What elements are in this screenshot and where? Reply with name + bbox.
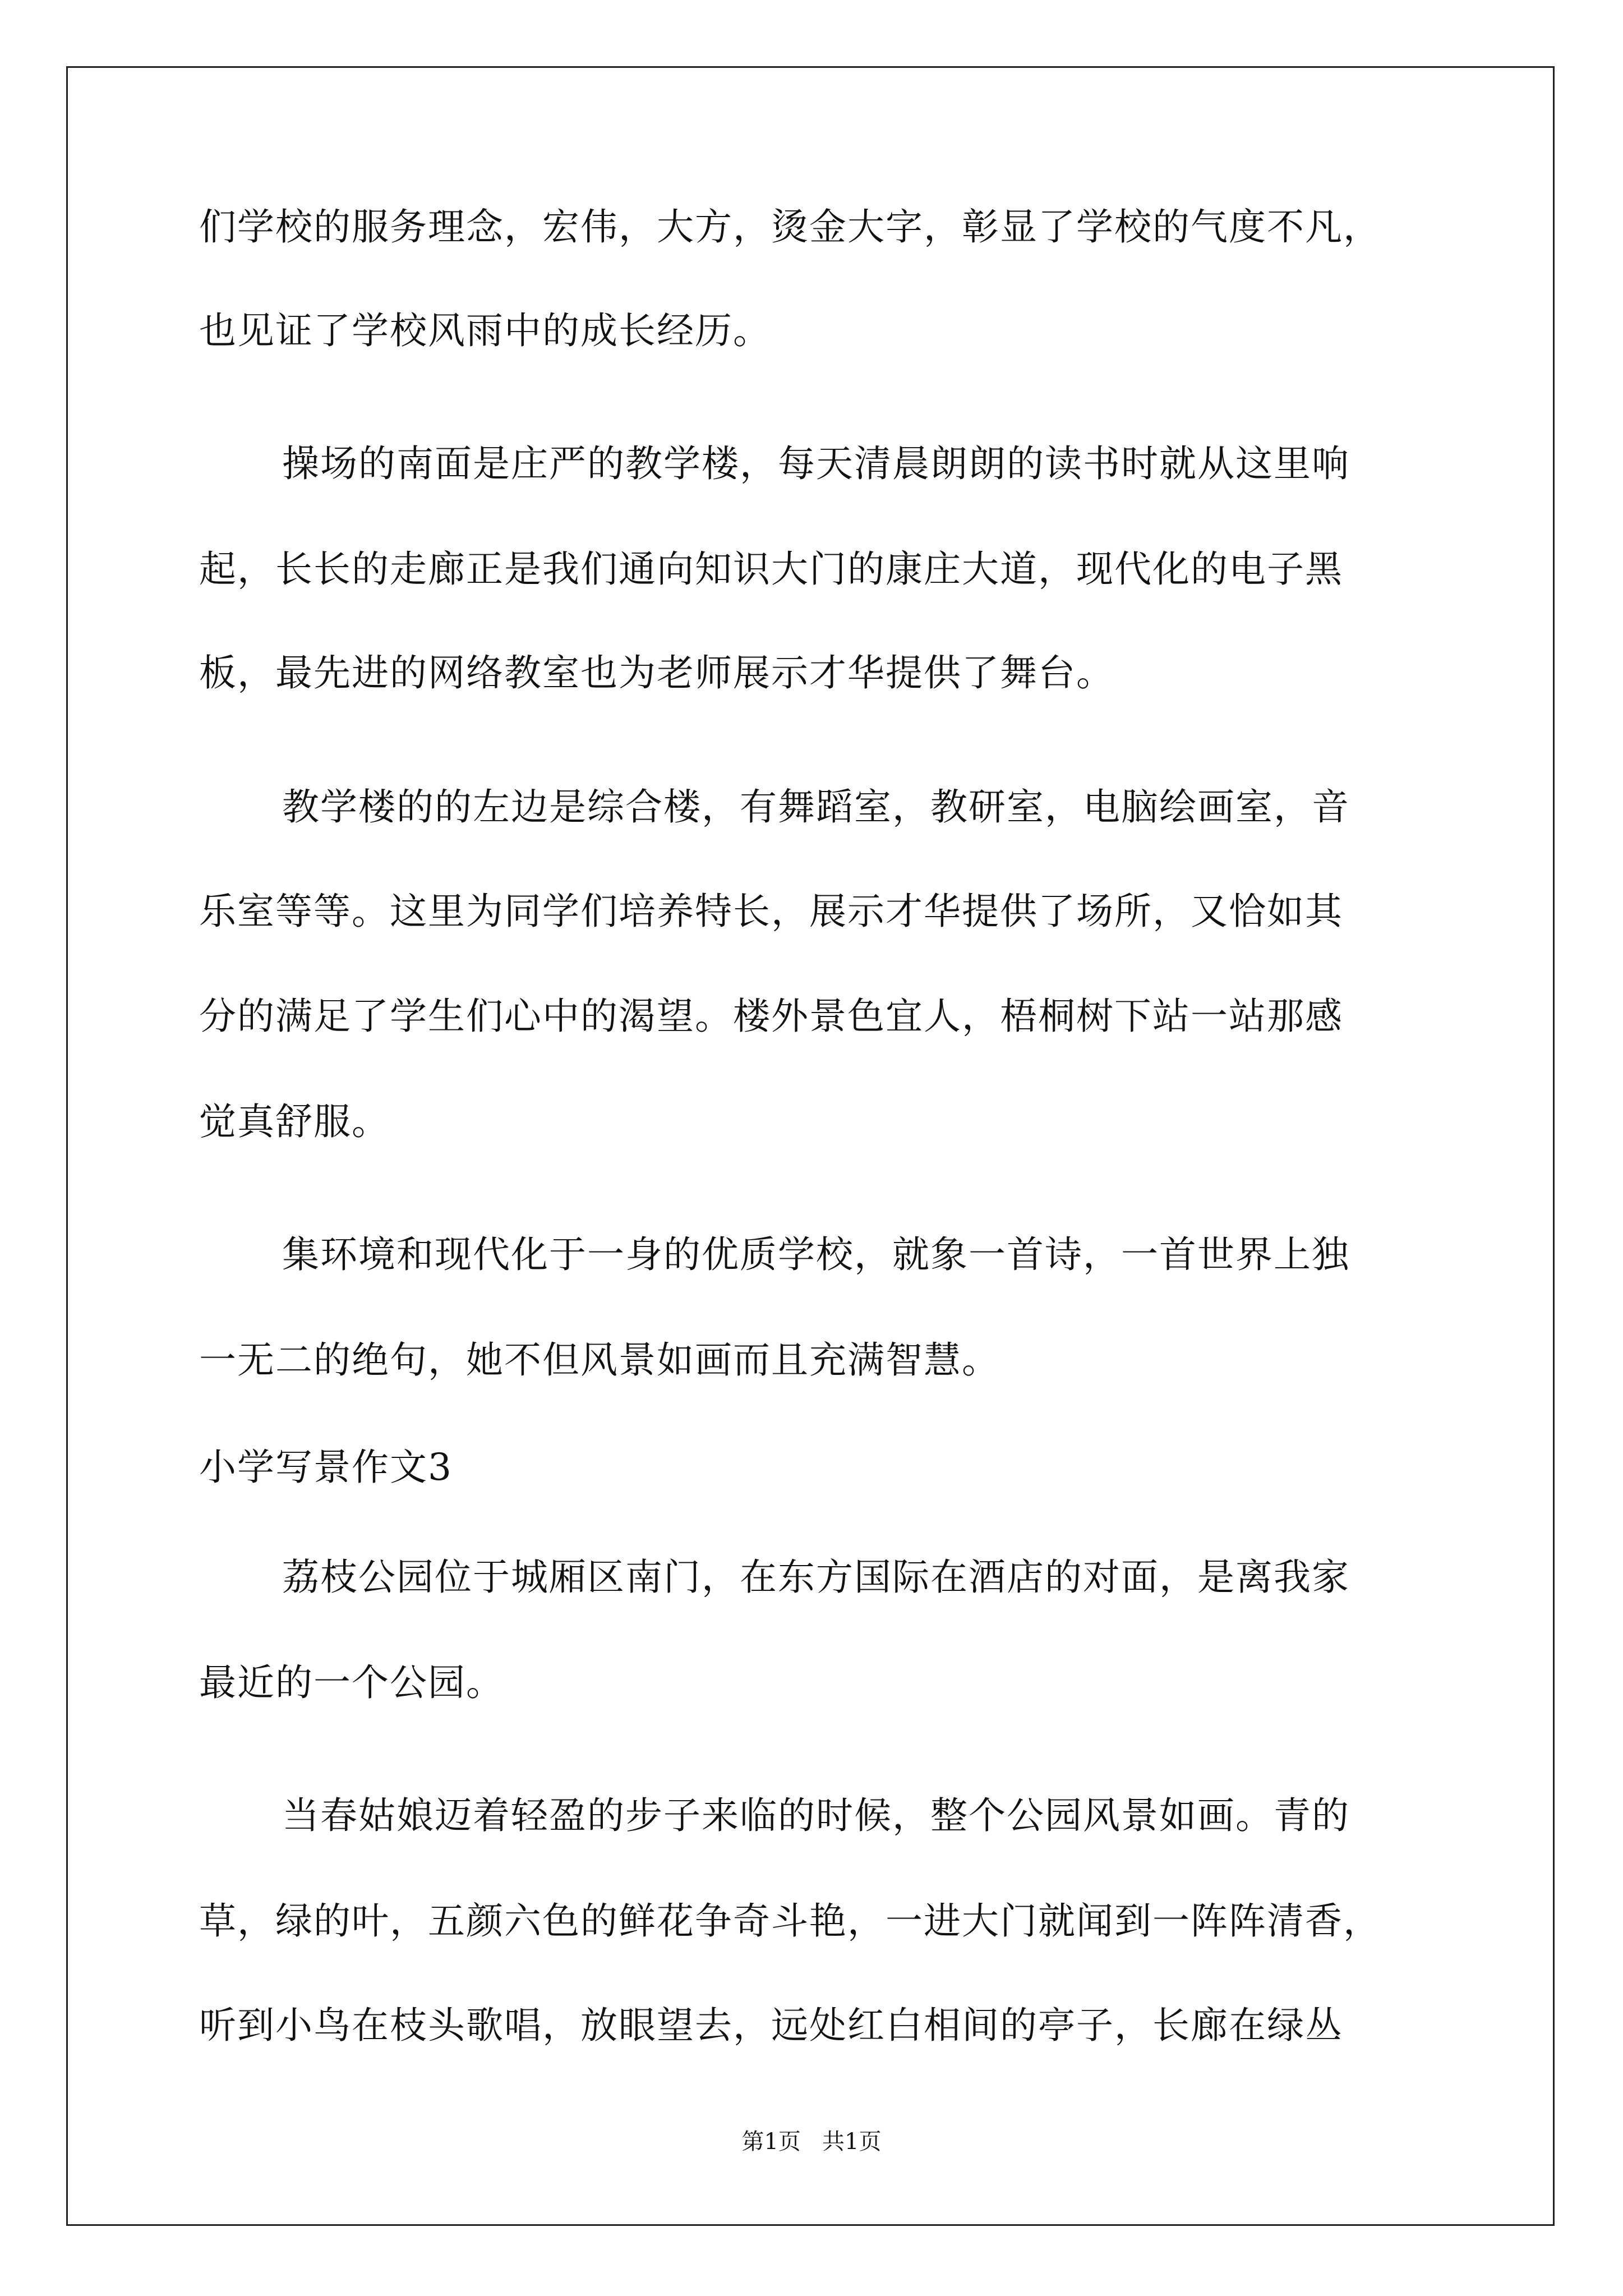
text-line: 也见证了学校风雨中的成长经历。 [199, 309, 771, 352]
paragraph-first-line: 荔枝公园位于城厢区南门，在东方国际在酒店的对面，是离我家 [282, 1556, 1350, 1599]
text-line: 觉真舒服。 [199, 1100, 390, 1143]
text-line: 听到小鸟在枝头歌唱，放眼望去，远处红白相间的亭子，长廊在绿丛 [199, 2004, 1343, 2047]
paragraph-first-line: 当春姑娘迈着轻盈的步子来临的时候，整个公园风景如画。青的 [282, 1794, 1350, 1837]
section-heading: 小学写景作文3 [199, 1446, 453, 1489]
text-line: 一无二的绝句，她不但风景如画而且充满智慧。 [199, 1338, 1000, 1382]
paragraph-first-line: 操场的南面是庄严的教学楼，每天清晨朗朗的读书时就从这里响 [282, 442, 1350, 485]
text-line: 板，最先进的网络教室也为老师展示才华提供了舞台。 [199, 651, 1114, 694]
paragraph-first-line: 集环境和现代化于一身的优质学校，就象一首诗，一首世界上独 [282, 1233, 1350, 1276]
text-line: 最近的一个公园。 [199, 1661, 504, 1704]
text-line: 起，长长的走廊正是我们通向知识大门的康庄大道，现代化的电子黑 [199, 547, 1343, 591]
text-line: 草，绿的叶，五颜六色的鲜花争奇斗艳，一进大门就闻到一阵阵清香， [199, 1899, 1381, 1943]
text-line: 分的满足了学生们心中的渴望。楼外景色宜人，梧桐树下站一站那感 [199, 995, 1343, 1038]
text-line: 们学校的服务理念，宏伟，大方，烫金大字，彰显了学校的气度不凡， [199, 205, 1381, 249]
page-number-footer: 第1页 共1页 [741, 2129, 882, 2155]
paragraph-first-line: 教学楼的的左边是综合楼，有舞蹈室，教研室，电脑绘画室，音 [282, 785, 1350, 829]
text-line: 乐室等等。这里为同学们培养特长，展示才华提供了场所，又恰如其 [199, 890, 1343, 933]
